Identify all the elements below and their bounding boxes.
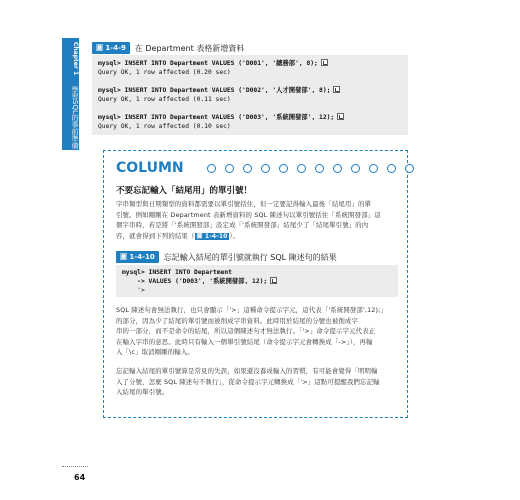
code-line: mysql> INSERT INTO Department VALUES ('D003', '系統開發部', 12); — [98, 113, 402, 122]
code-line: Query OK, 1 row affected (0.10 sec) — [98, 123, 231, 130]
circle-icon — [297, 164, 306, 173]
figure-caption: 忘記輸入結尾的單引號就執行 SQL 陳述句的結果 — [163, 252, 337, 262]
decorative-circles — [207, 164, 414, 173]
column-paragraph-3: 忘記輸入結尾的單引號算是常見的失誤，如果還沒養成輸入的習慣，有可能會覺得「明明輸 入了分號，怎麼 SQL 陳述句不執行」，從命令提示字元轉換成「'>」這點可提醒我們忘記輸 入結尾的單引號。 — [116, 367, 380, 397]
code-line: mysql> INSERT INTO Department VALUES ('D001', '總務部', 8); — [98, 59, 402, 68]
figure-badge: 圖 1-4-10 — [116, 251, 159, 263]
code-block-top — [92, 55, 408, 135]
circle-icon — [207, 164, 216, 173]
circle-icon — [405, 164, 414, 173]
figure-label-top — [92, 42, 244, 54]
page-number: 64 — [74, 473, 86, 482]
code-block-column — [116, 265, 398, 297]
circle-icon — [225, 164, 234, 173]
enter-key-icon — [270, 277, 277, 284]
column-paragraph-1: 字串類型與日期類型的資料都需要以單引號括住，但一定要記得輸入最後「結尾用」的單 引號。例如剛剛在 Department 表新增資料的 SQL 陳述句以單引號括住「系統開發部」這 個字串時，若是將「'系統開發部」設定成「'系統開發部」結尾少了「結尾單引號」的內 容，就會得到下列的結果（ 圖 1-4-10 ）。 — [116, 200, 381, 240]
column-header — [116, 160, 414, 176]
circle-icon — [369, 164, 378, 173]
chapter-label: Chapter 1 — [72, 42, 79, 76]
code-line: '> — [122, 287, 145, 294]
circle-icon — [315, 164, 324, 173]
circle-icon — [261, 164, 270, 173]
figure-caption: 在 Department 表格新增資料 — [134, 43, 245, 53]
circle-icon — [387, 164, 396, 173]
column-subtitle: 不要忘記輸入「結尾用」的單引號！ — [116, 186, 253, 196]
column-title: COLUMN — [116, 160, 184, 176]
code-line: mysql> INSERT INTO Department VALUES ('D002', '人才開發部', 8); — [98, 86, 402, 95]
code-line: -> VALUES ('D003', '系統開發部, 12); — [122, 277, 392, 286]
column-box — [103, 150, 408, 418]
circle-icon — [243, 164, 252, 173]
enter-key-icon — [333, 86, 340, 93]
circle-icon — [351, 164, 360, 173]
enter-key-icon — [337, 113, 344, 120]
column-paragraph-2: SQL 陳述句會無法執行，也只會顯示「'>」這種命令提示字元，這代表「'系統開發部',12);」 的部分，因為少了結尾的單引號而被削成字串資料。此時用於結尾的分號也被削成字 串的一部分，而不是命令的結尾，所以這個陳述句才無法執行。「'>」命令提示字元代表正 在輸入字串的意思。此時只有輸入一個單引號結尾（命令提示字元會轉換成「->」），再輸 入「\c」取消剛剛的輸入。 — [116, 306, 387, 357]
circle-icon — [333, 164, 342, 173]
circle-icon — [279, 164, 288, 173]
figure-badge: 圖 1-4-9 — [92, 42, 130, 54]
chapter-title: 學習SQL的事前準備 — [71, 86, 79, 149]
page-number-divider — [62, 466, 88, 467]
code-line: Query OK, 1 row affected (0.20 sec) — [98, 69, 231, 76]
figure-label-column — [116, 251, 337, 263]
enter-key-icon — [321, 59, 328, 66]
chapter-side-tab — [62, 38, 79, 150]
figure-ref-badge: 圖 1-4-10 — [196, 232, 228, 240]
code-line: mysql> INSERT INTO Department — [122, 269, 232, 276]
code-line: Query OK, 1 row affected (0.11 sec) — [98, 96, 231, 103]
